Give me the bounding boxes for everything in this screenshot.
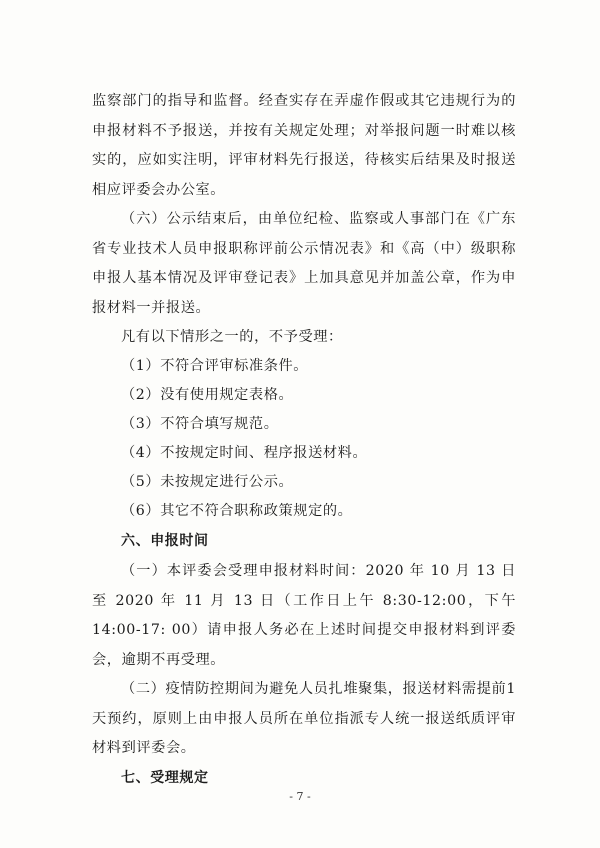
paragraph-submission-time: （一）本评委会受理申报材料时间：2020 年 10 月 13 日至 2020 年 11 月 13 日（工作日上午 8:30-12:00，下午 14:00-17: 00）请申报人务必在上述时间提交申报材料到评委会，逾期不再受理。 (92, 563, 516, 668)
list-item: （1）不符合评审标准条件。 (121, 358, 309, 374)
list-item: （5）未按规定进行公示。 (121, 474, 294, 490)
list-item: （4）不按规定时间、程序报送材料。 (121, 445, 368, 461)
page-number: - 7 - (289, 790, 311, 803)
list-item: （3）不符合填写规范。 (121, 416, 279, 432)
list-item: （2）没有使用规定表格。 (121, 387, 294, 403)
section-heading-six: 六、申报时间 (121, 533, 209, 549)
paragraph-supervision: 监察部门的指导和监督。经查实存在弄虚作假或其它违规行为的申报材料不予报送，并按有关规定处理；对举报问题一时难以核实的，应如实注明，评审材料先行报送，待核实后结果及时报送相应评委会办公室。 (92, 93, 516, 198)
list-item: （6）其它不符合职称政策规定的。 (121, 503, 353, 519)
paragraph-section-six-publicity: （六）公示结束后，由单位纪检、监察或人事部门在《广东省专业技术人员申报职称评前公示情况表》和《高（中）级职称申报人基本情况及评审登记表》上加具意见并加盖公章，作为申报材料一并报送。 (92, 211, 516, 316)
section-heading-seven: 七、受理规定 (121, 770, 209, 786)
paragraph-epidemic-arrangement: （二）疫情防控期间为避免人员扎堆聚集，报送材料需提前1 天预约，原则上由申报人员所在单位指派专人统一报送纸质评审材料到评委会。 (92, 681, 516, 756)
paragraph-rejection-intro: 凡有以下情形之一的，不予受理： (121, 329, 343, 345)
